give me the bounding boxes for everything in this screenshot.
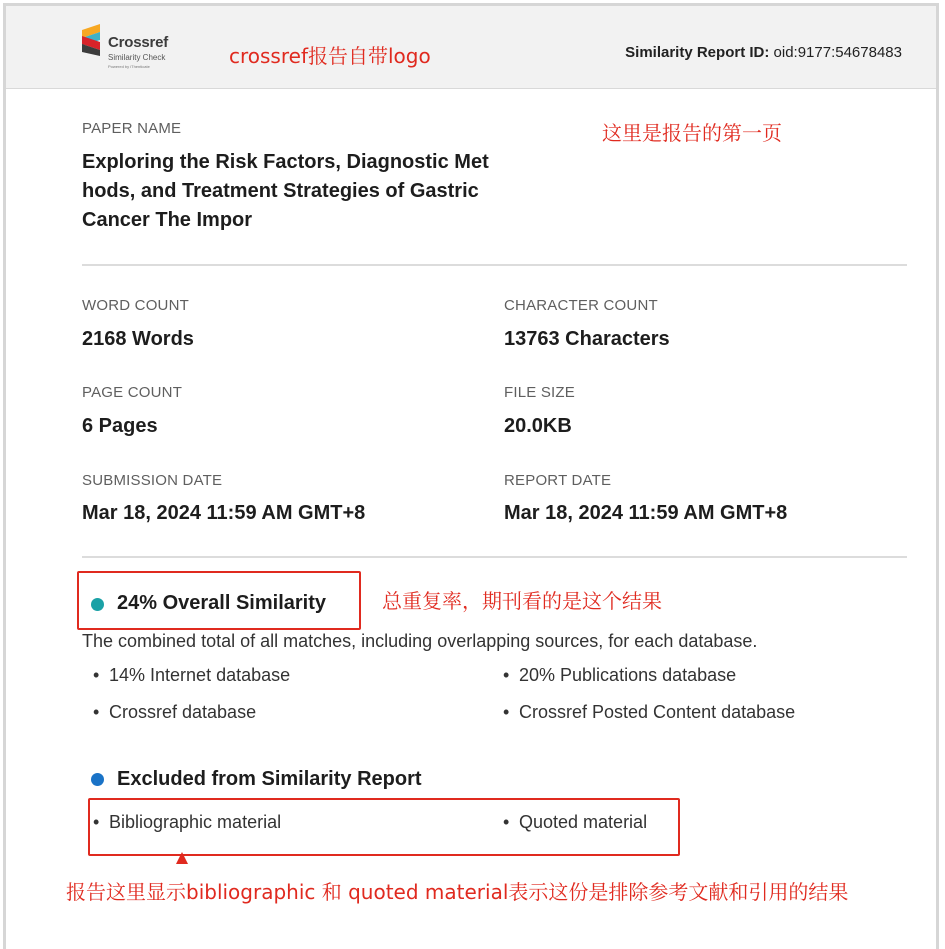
database-item: Crossref database — [109, 702, 257, 722]
list-item: • 20% Publications database — [503, 665, 737, 685]
excluded-item: Bibliographic material — [109, 812, 282, 832]
annotation-first-page-note: 这里是报告的第一页 — [602, 121, 782, 145]
database-item: Crossref Posted Content database — [519, 702, 796, 722]
divider — [82, 264, 907, 266]
page-count-value: 6 Pages — [82, 415, 158, 437]
file-size-value: 20.0KB — [504, 415, 572, 437]
divider — [82, 556, 907, 558]
report-id-value: oid:9177:54678483 — [773, 44, 902, 61]
excluded-item: Quoted material — [519, 812, 648, 832]
logo-subtitle: Similarity Check — [108, 53, 166, 62]
page-count-label: PAGE COUNT — [82, 384, 183, 401]
list-item: • Quoted material — [503, 812, 648, 832]
annotation-excluded-note: 报告这里显示bibliographic 和 quoted material表示这份是排除参考文献和引用的结果 — [66, 880, 849, 904]
list-item: • Bibliographic material — [93, 812, 282, 832]
paper-title: Exploring the Risk Factors, Diagnostic Methods, and Treatment Strategies of Gastric Cancer The Impor — [82, 151, 489, 231]
word-count-label: WORD COUNT — [82, 297, 189, 314]
character-count-value: 13763 Characters — [504, 328, 670, 350]
annotation-logo-note: crossref报告自带logo — [229, 44, 431, 68]
list-item: • Crossref Posted Content database — [503, 702, 796, 722]
database-item: 20% Publications database — [519, 665, 737, 685]
annotation-similarity-note: 总重复率，期刊看的是这个结果 — [382, 589, 662, 613]
report-header — [6, 6, 936, 89]
crossref-logo — [82, 24, 192, 74]
report-date-value: Mar 18, 2024 11:59 AM GMT+8 — [504, 502, 788, 524]
excluded-dot-icon — [91, 773, 104, 786]
word-count-value: 2168 Words — [82, 328, 194, 350]
list-item: • Crossref database — [93, 702, 257, 722]
database-item: 14% Internet database — [109, 665, 291, 685]
arrow-up-icon — [176, 852, 188, 864]
submission-date-label: SUBMISSION DATE — [82, 472, 223, 489]
similarity-description: The combined total of all matches, including overlapping sources, for each database. — [82, 631, 758, 651]
crossref-logo-icon — [82, 24, 104, 56]
report-id-label: Similarity Report ID: — [625, 44, 770, 61]
similarity-report-id — [625, 44, 902, 61]
submission-date-value: Mar 18, 2024 11:59 AM GMT+8 — [82, 502, 366, 524]
logo-name: Crossref — [108, 34, 169, 51]
character-count-label: CHARACTER COUNT — [504, 297, 658, 314]
list-item: • 14% Internet database — [93, 665, 291, 685]
report-date-label: REPORT DATE — [504, 472, 612, 489]
paper-name-label: PAPER NAME — [82, 120, 182, 137]
excluded-section-title: Excluded from Similarity Report — [117, 768, 422, 790]
similarity-dot-icon — [91, 598, 104, 611]
file-size-label: FILE SIZE — [504, 384, 575, 401]
overall-similarity-title: 24% Overall Similarity — [117, 592, 327, 614]
logo-powered-by: Powered by iThenticate — [108, 64, 150, 69]
